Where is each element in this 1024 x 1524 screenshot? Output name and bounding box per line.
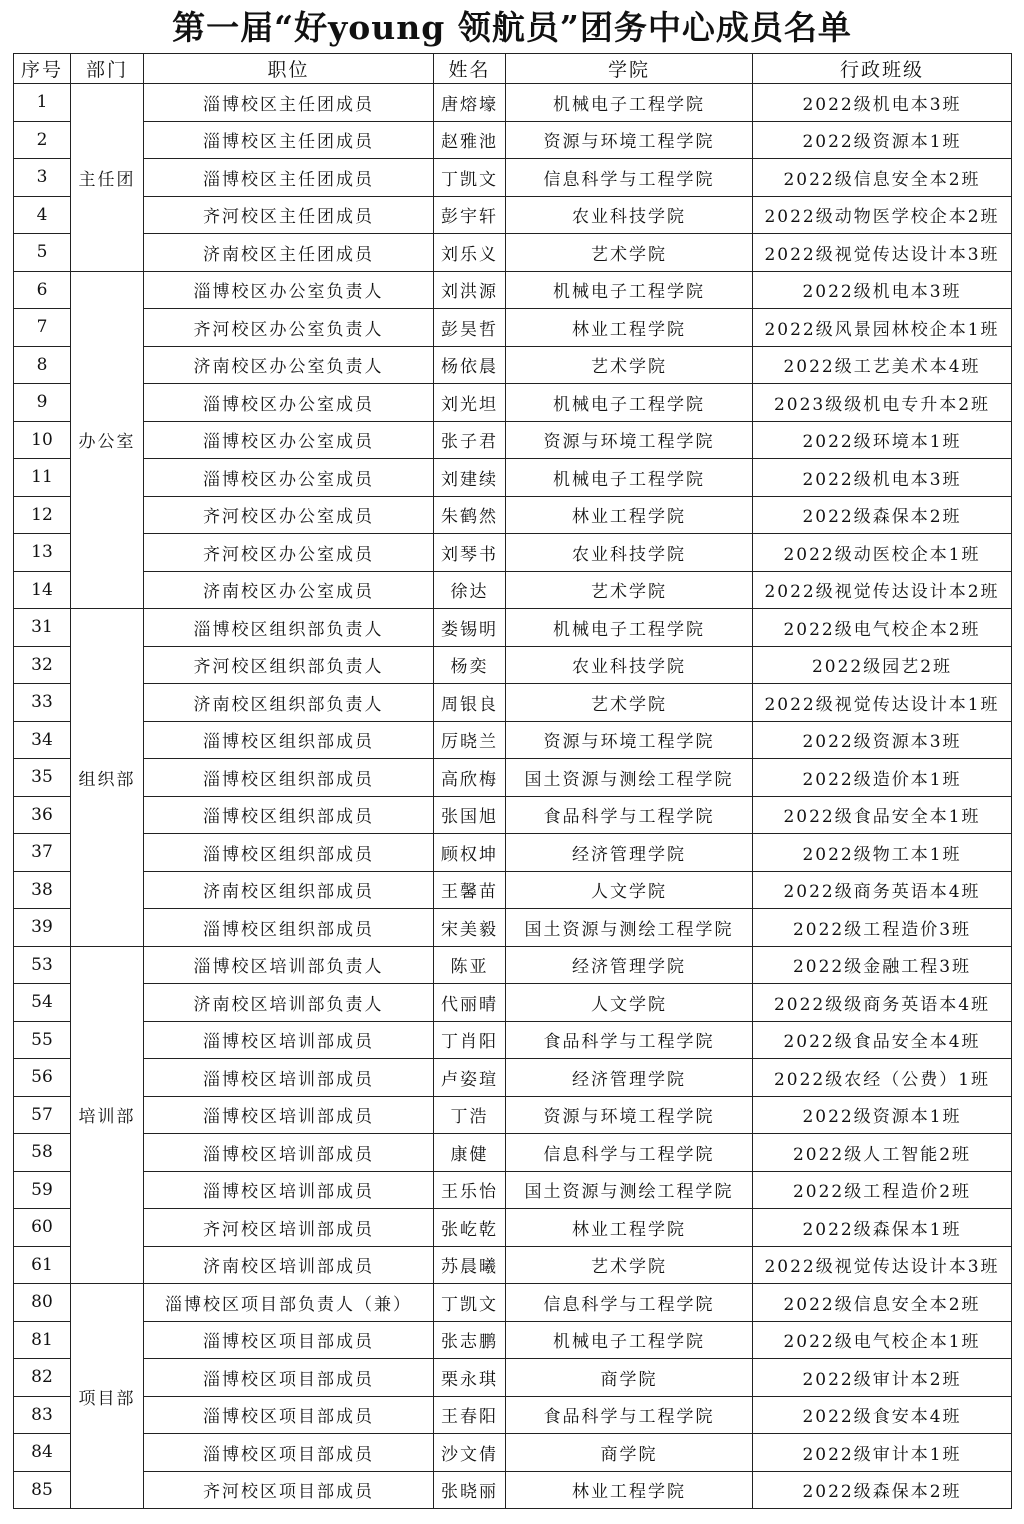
- row-index: 83: [14, 1396, 71, 1434]
- position-cell: 济南校区办公室成员: [144, 571, 434, 609]
- position-cell: 淄博校区组织部成员: [144, 834, 434, 872]
- class-cell: 2022级电气校企本1班: [753, 1321, 1012, 1359]
- name-cell: 丁肖阳: [434, 1021, 506, 1059]
- position-cell: 淄博校区项目部成员: [144, 1396, 434, 1434]
- row-index: 2: [14, 121, 71, 159]
- college-cell: 机械电子工程学院: [506, 384, 753, 422]
- row-index: 6: [14, 271, 71, 309]
- class-cell: 2022级视觉传达设计本2班: [753, 571, 1012, 609]
- class-cell: 2022级森保本2班: [753, 1471, 1012, 1509]
- college-cell: 人文学院: [506, 871, 753, 909]
- class-cell: 2022级商务英语本4班: [753, 871, 1012, 909]
- college-cell: 食品科学与工程学院: [506, 1396, 753, 1434]
- row-index: 14: [14, 571, 71, 609]
- row-index: 80: [14, 1284, 71, 1322]
- table-row: [14, 796, 1012, 834]
- table-body: [14, 84, 1012, 1509]
- name-cell: 苏晨曦: [434, 1246, 506, 1284]
- header-college: 学院: [506, 54, 753, 84]
- position-cell: 淄博校区组织部成员: [144, 759, 434, 797]
- row-index: 31: [14, 609, 71, 647]
- position-cell: 淄博校区培训部成员: [144, 1059, 434, 1097]
- name-cell: 赵雅池: [434, 121, 506, 159]
- position-cell: 齐河校区办公室成员: [144, 534, 434, 572]
- table-row: [14, 759, 1012, 797]
- position-cell: 济南校区办公室负责人: [144, 346, 434, 384]
- row-index: 9: [14, 384, 71, 422]
- row-index: 60: [14, 1209, 71, 1247]
- class-cell: 2022级资源本1班: [753, 121, 1012, 159]
- college-cell: 国土资源与测绘工程学院: [506, 759, 753, 797]
- row-index: 55: [14, 1021, 71, 1059]
- department-cell: 办公室: [71, 271, 144, 609]
- table-row: [14, 909, 1012, 947]
- table-row: [14, 1471, 1012, 1509]
- row-index: 36: [14, 796, 71, 834]
- department-cell: 组织部: [71, 609, 144, 947]
- row-index: 8: [14, 346, 71, 384]
- position-cell: 济南校区培训部成员: [144, 1246, 434, 1284]
- position-cell: 齐河校区办公室负责人: [144, 309, 434, 347]
- row-index: 81: [14, 1321, 71, 1359]
- name-cell: 刘琴书: [434, 534, 506, 572]
- name-cell: 杨依晨: [434, 346, 506, 384]
- class-cell: 2022级审计本1班: [753, 1434, 1012, 1472]
- row-index: 11: [14, 459, 71, 497]
- position-cell: 淄博校区办公室成员: [144, 421, 434, 459]
- name-cell: 刘光坦: [434, 384, 506, 422]
- name-cell: 顾权坤: [434, 834, 506, 872]
- member-table: [13, 53, 1012, 1509]
- position-cell: 齐河校区项目部成员: [144, 1471, 434, 1509]
- row-index: 59: [14, 1171, 71, 1209]
- college-cell: 国土资源与测绘工程学院: [506, 1171, 753, 1209]
- table-row: [14, 721, 1012, 759]
- table-row: [14, 534, 1012, 572]
- name-cell: 张国旭: [434, 796, 506, 834]
- table-row: [14, 1284, 1012, 1322]
- name-cell: 朱鹤然: [434, 496, 506, 534]
- table-row: [14, 459, 1012, 497]
- position-cell: 淄博校区项目部成员: [144, 1321, 434, 1359]
- row-index: 54: [14, 984, 71, 1022]
- table-row: [14, 946, 1012, 984]
- table-header-row: [14, 54, 1012, 84]
- table-row: [14, 159, 1012, 197]
- row-index: 4: [14, 196, 71, 234]
- name-cell: 娄锡明: [434, 609, 506, 647]
- table-row: [14, 834, 1012, 872]
- class-cell: 2022级资源本3班: [753, 721, 1012, 759]
- class-cell: 2022级机电本3班: [753, 84, 1012, 122]
- college-cell: 资源与环境工程学院: [506, 1096, 753, 1134]
- row-index: 33: [14, 684, 71, 722]
- class-cell: 2022级食安本4班: [753, 1396, 1012, 1434]
- table-row: [14, 609, 1012, 647]
- table-row: [14, 1171, 1012, 1209]
- row-index: 57: [14, 1096, 71, 1134]
- name-cell: 康健: [434, 1134, 506, 1172]
- name-cell: 唐熔壕: [434, 84, 506, 122]
- position-cell: 淄博校区项目部成员: [144, 1434, 434, 1472]
- table-row: [14, 984, 1012, 1022]
- table-row: [14, 684, 1012, 722]
- row-index: 85: [14, 1471, 71, 1509]
- position-cell: 济南校区主任团成员: [144, 234, 434, 272]
- class-cell: 2022级视觉传达设计本3班: [753, 1246, 1012, 1284]
- college-cell: 机械电子工程学院: [506, 459, 753, 497]
- class-cell: 2023级级机电专升本2班: [753, 384, 1012, 422]
- college-cell: 经济管理学院: [506, 946, 753, 984]
- position-cell: 淄博校区培训部成员: [144, 1171, 434, 1209]
- class-cell: 2022级工程造价2班: [753, 1171, 1012, 1209]
- table-row: [14, 1209, 1012, 1247]
- name-cell: 张子君: [434, 421, 506, 459]
- name-cell: 丁凯文: [434, 1284, 506, 1322]
- college-cell: 信息科学与工程学院: [506, 1284, 753, 1322]
- college-cell: 农业科技学院: [506, 534, 753, 572]
- table-row: [14, 121, 1012, 159]
- table-row: [14, 1321, 1012, 1359]
- college-cell: 资源与环境工程学院: [506, 721, 753, 759]
- position-cell: 济南校区组织部成员: [144, 871, 434, 909]
- class-cell: 2022级农经（公费）1班: [753, 1059, 1012, 1097]
- college-cell: 艺术学院: [506, 684, 753, 722]
- position-cell: 齐河校区组织部负责人: [144, 646, 434, 684]
- college-cell: 农业科技学院: [506, 196, 753, 234]
- college-cell: 艺术学院: [506, 346, 753, 384]
- table-row: [14, 309, 1012, 347]
- college-cell: 机械电子工程学院: [506, 271, 753, 309]
- row-index: 38: [14, 871, 71, 909]
- college-cell: 信息科学与工程学院: [506, 1134, 753, 1172]
- name-cell: 刘建续: [434, 459, 506, 497]
- college-cell: 商学院: [506, 1434, 753, 1472]
- name-cell: 张志鹏: [434, 1321, 506, 1359]
- college-cell: 国土资源与测绘工程学院: [506, 909, 753, 947]
- name-cell: 厉晓兰: [434, 721, 506, 759]
- name-cell: 丁浩: [434, 1096, 506, 1134]
- college-cell: 林业工程学院: [506, 309, 753, 347]
- table-row: [14, 384, 1012, 422]
- department-cell: 培训部: [71, 946, 144, 1284]
- college-cell: 林业工程学院: [506, 1209, 753, 1247]
- table-row: [14, 1434, 1012, 1472]
- position-cell: 济南校区组织部负责人: [144, 684, 434, 722]
- class-cell: 2022级风景园林校企本1班: [753, 309, 1012, 347]
- table-row: [14, 1246, 1012, 1284]
- college-cell: 食品科学与工程学院: [506, 1021, 753, 1059]
- header-name: 姓名: [434, 54, 506, 84]
- row-index: 34: [14, 721, 71, 759]
- row-index: 5: [14, 234, 71, 272]
- position-cell: 淄博校区组织部成员: [144, 909, 434, 947]
- position-cell: 淄博校区办公室负责人: [144, 271, 434, 309]
- position-cell: 淄博校区组织部负责人: [144, 609, 434, 647]
- position-cell: 淄博校区办公室成员: [144, 384, 434, 422]
- class-cell: 2022级信息安全本2班: [753, 159, 1012, 197]
- college-cell: 资源与环境工程学院: [506, 121, 753, 159]
- class-cell: 2022级资源本1班: [753, 1096, 1012, 1134]
- row-index: 12: [14, 496, 71, 534]
- header-class: 行政班级: [753, 54, 1012, 84]
- position-cell: 济南校区培训部负责人: [144, 984, 434, 1022]
- class-cell: 2022级物工本1班: [753, 834, 1012, 872]
- name-cell: 刘洪源: [434, 271, 506, 309]
- row-index: 61: [14, 1246, 71, 1284]
- class-cell: 2022级机电本3班: [753, 271, 1012, 309]
- position-cell: 淄博校区主任团成员: [144, 159, 434, 197]
- position-cell: 齐河校区主任团成员: [144, 196, 434, 234]
- position-cell: 淄博校区组织部成员: [144, 721, 434, 759]
- row-index: 10: [14, 421, 71, 459]
- name-cell: 王春阳: [434, 1396, 506, 1434]
- name-cell: 张屹乾: [434, 1209, 506, 1247]
- position-cell: 淄博校区主任团成员: [144, 84, 434, 122]
- position-cell: 齐河校区培训部成员: [144, 1209, 434, 1247]
- row-index: 13: [14, 534, 71, 572]
- class-cell: 2022级环境本1班: [753, 421, 1012, 459]
- college-cell: 信息科学与工程学院: [506, 159, 753, 197]
- table-row: [14, 571, 1012, 609]
- row-index: 37: [14, 834, 71, 872]
- class-cell: 2022级审计本2班: [753, 1359, 1012, 1397]
- name-cell: 杨奕: [434, 646, 506, 684]
- class-cell: 2022级造价本1班: [753, 759, 1012, 797]
- class-cell: 2022级森保本1班: [753, 1209, 1012, 1247]
- college-cell: 经济管理学院: [506, 834, 753, 872]
- college-cell: 机械电子工程学院: [506, 84, 753, 122]
- name-cell: 王馨苗: [434, 871, 506, 909]
- table-row: [14, 871, 1012, 909]
- table-row: [14, 496, 1012, 534]
- college-cell: 林业工程学院: [506, 496, 753, 534]
- table-row: [14, 84, 1012, 122]
- name-cell: 高欣梅: [434, 759, 506, 797]
- header-department: 部门: [71, 54, 144, 84]
- position-cell: 淄博校区办公室成员: [144, 459, 434, 497]
- college-cell: 机械电子工程学院: [506, 1321, 753, 1359]
- college-cell: 艺术学院: [506, 234, 753, 272]
- name-cell: 徐达: [434, 571, 506, 609]
- class-cell: 2022级人工智能2班: [753, 1134, 1012, 1172]
- position-cell: 淄博校区培训部成员: [144, 1021, 434, 1059]
- row-index: 58: [14, 1134, 71, 1172]
- class-cell: 2022级视觉传达设计本1班: [753, 684, 1012, 722]
- class-cell: 2022级食品安全本4班: [753, 1021, 1012, 1059]
- name-cell: 宋美毅: [434, 909, 506, 947]
- college-cell: 资源与环境工程学院: [506, 421, 753, 459]
- table-row: [14, 1134, 1012, 1172]
- class-cell: 2022级森保本2班: [753, 496, 1012, 534]
- row-index: 84: [14, 1434, 71, 1472]
- table-row: [14, 1359, 1012, 1397]
- row-index: 7: [14, 309, 71, 347]
- row-index: 82: [14, 1359, 71, 1397]
- table-row: [14, 271, 1012, 309]
- class-cell: 2022级电气校企本2班: [753, 609, 1012, 647]
- college-cell: 经济管理学院: [506, 1059, 753, 1097]
- row-index: 56: [14, 1059, 71, 1097]
- table-row: [14, 1021, 1012, 1059]
- class-cell: 2022级金融工程3班: [753, 946, 1012, 984]
- row-index: 35: [14, 759, 71, 797]
- position-cell: 淄博校区培训部负责人: [144, 946, 434, 984]
- page-title: 第一届“好young 领航员”团务中心成员名单: [172, 8, 852, 47]
- class-cell: 2022级机电本3班: [753, 459, 1012, 497]
- department-cell: 项目部: [71, 1284, 144, 1509]
- name-cell: 丁凯文: [434, 159, 506, 197]
- header-position: 职位: [144, 54, 434, 84]
- position-cell: 齐河校区办公室成员: [144, 496, 434, 534]
- department-cell: 主任团: [71, 84, 144, 272]
- class-cell: 2022级工程造价3班: [753, 909, 1012, 947]
- class-cell: 2022级级商务英语本4班: [753, 984, 1012, 1022]
- class-cell: 2022级信息安全本2班: [753, 1284, 1012, 1322]
- class-cell: 2022级园艺2班: [753, 646, 1012, 684]
- name-cell: 卢姿瑄: [434, 1059, 506, 1097]
- name-cell: 沙文倩: [434, 1434, 506, 1472]
- class-cell: 2022级工艺美术本4班: [753, 346, 1012, 384]
- name-cell: 张晓丽: [434, 1471, 506, 1509]
- name-cell: 王乐怡: [434, 1171, 506, 1209]
- name-cell: 彭宇轩: [434, 196, 506, 234]
- row-index: 32: [14, 646, 71, 684]
- table-row: [14, 234, 1012, 272]
- table-row: [14, 1396, 1012, 1434]
- table-row: [14, 346, 1012, 384]
- row-index: 3: [14, 159, 71, 197]
- position-cell: 淄博校区主任团成员: [144, 121, 434, 159]
- table-row: [14, 196, 1012, 234]
- row-index: 53: [14, 946, 71, 984]
- name-cell: 彭昊哲: [434, 309, 506, 347]
- position-cell: 淄博校区培训部成员: [144, 1134, 434, 1172]
- name-cell: 栗永琪: [434, 1359, 506, 1397]
- college-cell: 商学院: [506, 1359, 753, 1397]
- table-row: [14, 1059, 1012, 1097]
- college-cell: 农业科技学院: [506, 646, 753, 684]
- college-cell: 艺术学院: [506, 1246, 753, 1284]
- college-cell: 机械电子工程学院: [506, 609, 753, 647]
- college-cell: 食品科学与工程学院: [506, 796, 753, 834]
- table-row: [14, 421, 1012, 459]
- class-cell: 2022级视觉传达设计本3班: [753, 234, 1012, 272]
- college-cell: 艺术学院: [506, 571, 753, 609]
- college-cell: 林业工程学院: [506, 1471, 753, 1509]
- college-cell: 人文学院: [506, 984, 753, 1022]
- name-cell: 刘乐义: [434, 234, 506, 272]
- table-row: [14, 1096, 1012, 1134]
- class-cell: 2022级动医校企本1班: [753, 534, 1012, 572]
- position-cell: 淄博校区项目部负责人（兼）: [144, 1284, 434, 1322]
- name-cell: 代丽晴: [434, 984, 506, 1022]
- position-cell: 淄博校区培训部成员: [144, 1096, 434, 1134]
- position-cell: 淄博校区项目部成员: [144, 1359, 434, 1397]
- name-cell: 陈亚: [434, 946, 506, 984]
- class-cell: 2022级动物医学校企本2班: [753, 196, 1012, 234]
- position-cell: 淄博校区组织部成员: [144, 796, 434, 834]
- row-index: 39: [14, 909, 71, 947]
- header-index: 序号: [14, 54, 71, 84]
- row-index: 1: [14, 84, 71, 122]
- table-row: [14, 646, 1012, 684]
- name-cell: 周银良: [434, 684, 506, 722]
- class-cell: 2022级食品安全本1班: [753, 796, 1012, 834]
